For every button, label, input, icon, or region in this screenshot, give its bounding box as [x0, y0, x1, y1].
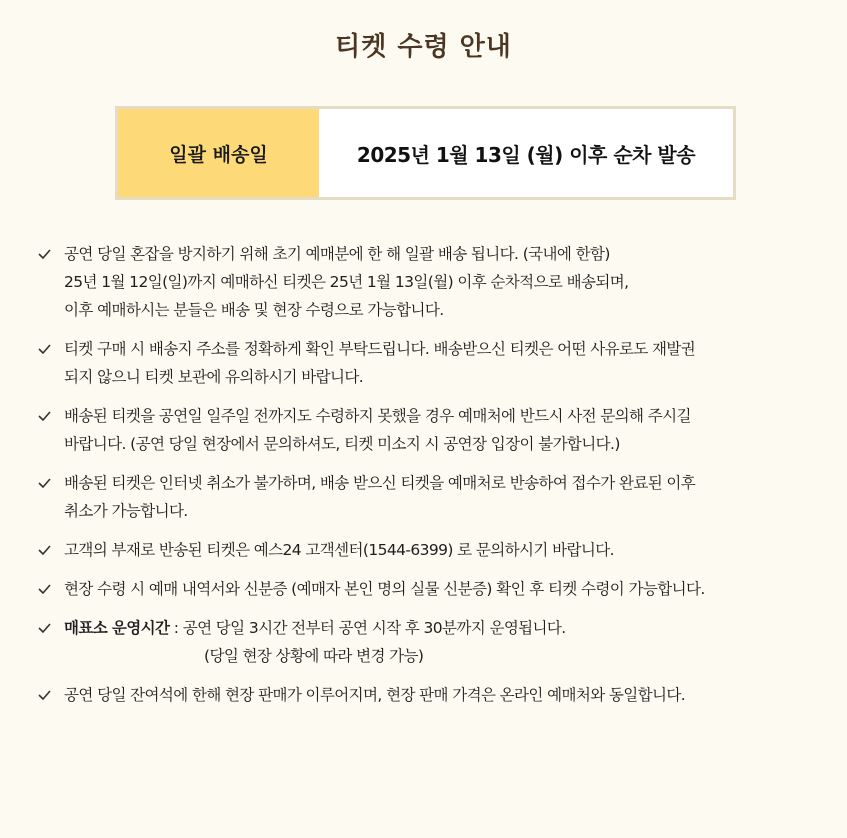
- check-icon: [38, 411, 51, 421]
- check-icon: [38, 545, 51, 555]
- page-title: 티켓 수령 안내: [335, 32, 512, 62]
- notice-list: [36, 240, 831, 720]
- notice-line: 바랍니다. (공연 당일 현장에서 문의하셔도, 티켓 미소지 시 공연장 입장이 불가합니다.): [64, 435, 620, 453]
- box-office-note: (당일 현장 상황에 따라 변경 가능): [204, 647, 424, 665]
- notice-item-returned: [36, 536, 831, 564]
- notice-line: 이후 예매하시는 분들은 배송 및 현장 수령으로 가능합니다.: [64, 301, 444, 319]
- notice-line: 고객의 부재로 반송된 티켓은 예스24 고객센터(1544-6399) 로 문의하시기 바랍니다.: [64, 541, 614, 559]
- notice-item-address: [36, 335, 831, 391]
- notice-line: 25년 1월 12일(일)까지 예매하신 티켓은 25년 1월 13일(월) 이후 순차적으로 배송되며,: [64, 273, 629, 291]
- box-office-label: 매표소 운영시간: [64, 619, 170, 637]
- notice-line: 되지 않으니 티켓 보관에 유의하시기 바랍니다.: [64, 368, 364, 386]
- check-icon: [38, 478, 51, 488]
- check-icon: [38, 690, 51, 700]
- notice-line: 배송된 티켓은 인터넷 취소가 불가하며, 배송 받으신 티켓을 예매처로 반송하여 접수가 완료된 이후: [64, 474, 696, 492]
- notice-item-onsite-pickup: [36, 575, 831, 603]
- notice-line: 현장 수령 시 예매 내역서와 신분증 (예매자 본인 명의 실물 신분증) 확인 후 티켓 수령이 가능합니다.: [64, 580, 705, 598]
- shipping-date-value: 2025년 1월 13일 (월) 이후 순차 발송: [356, 142, 696, 167]
- notice-item-box-office: [36, 614, 831, 670]
- notice-item-cancellation: [36, 469, 831, 525]
- check-icon: [38, 344, 51, 354]
- check-icon: [38, 249, 51, 259]
- notice-item-delivery: [36, 240, 831, 324]
- notice-line: 배송된 티켓을 공연일 일주일 전까지도 수령하지 못했을 경우 예매처에 반드시 사전 문의해 주시길: [64, 407, 691, 425]
- shipping-date-label: 일괄 배송일: [118, 109, 319, 197]
- box-office-hours: : 공연 당일 3시간 전부터 공연 시작 후 30분까지 운영됩니다.: [169, 619, 566, 637]
- notice-item-not-received: [36, 402, 831, 458]
- notice-line: 티켓 구매 시 배송지 주소를 정확하게 확인 부탁드립니다. 배송받으신 티켓은 어떤 사유로도 재발권: [64, 340, 696, 358]
- check-icon: [38, 584, 51, 594]
- notice-line: 공연 당일 잔여석에 한해 현장 판매가 이루어지며, 현장 판매 가격은 온라인 예매처와 동일합니다.: [64, 686, 686, 704]
- notice-line: 공연 당일 혼잡을 방지하기 위해 초기 예매분에 한 해 일괄 배송 됩니다. (국내에 한함): [64, 245, 610, 263]
- notice-item-remaining-seats: [36, 681, 831, 709]
- notice-line: [64, 614, 831, 642]
- notice-line: 취소가 가능합니다.: [64, 502, 188, 520]
- check-icon: [38, 623, 51, 633]
- shipping-info-box: [115, 106, 736, 200]
